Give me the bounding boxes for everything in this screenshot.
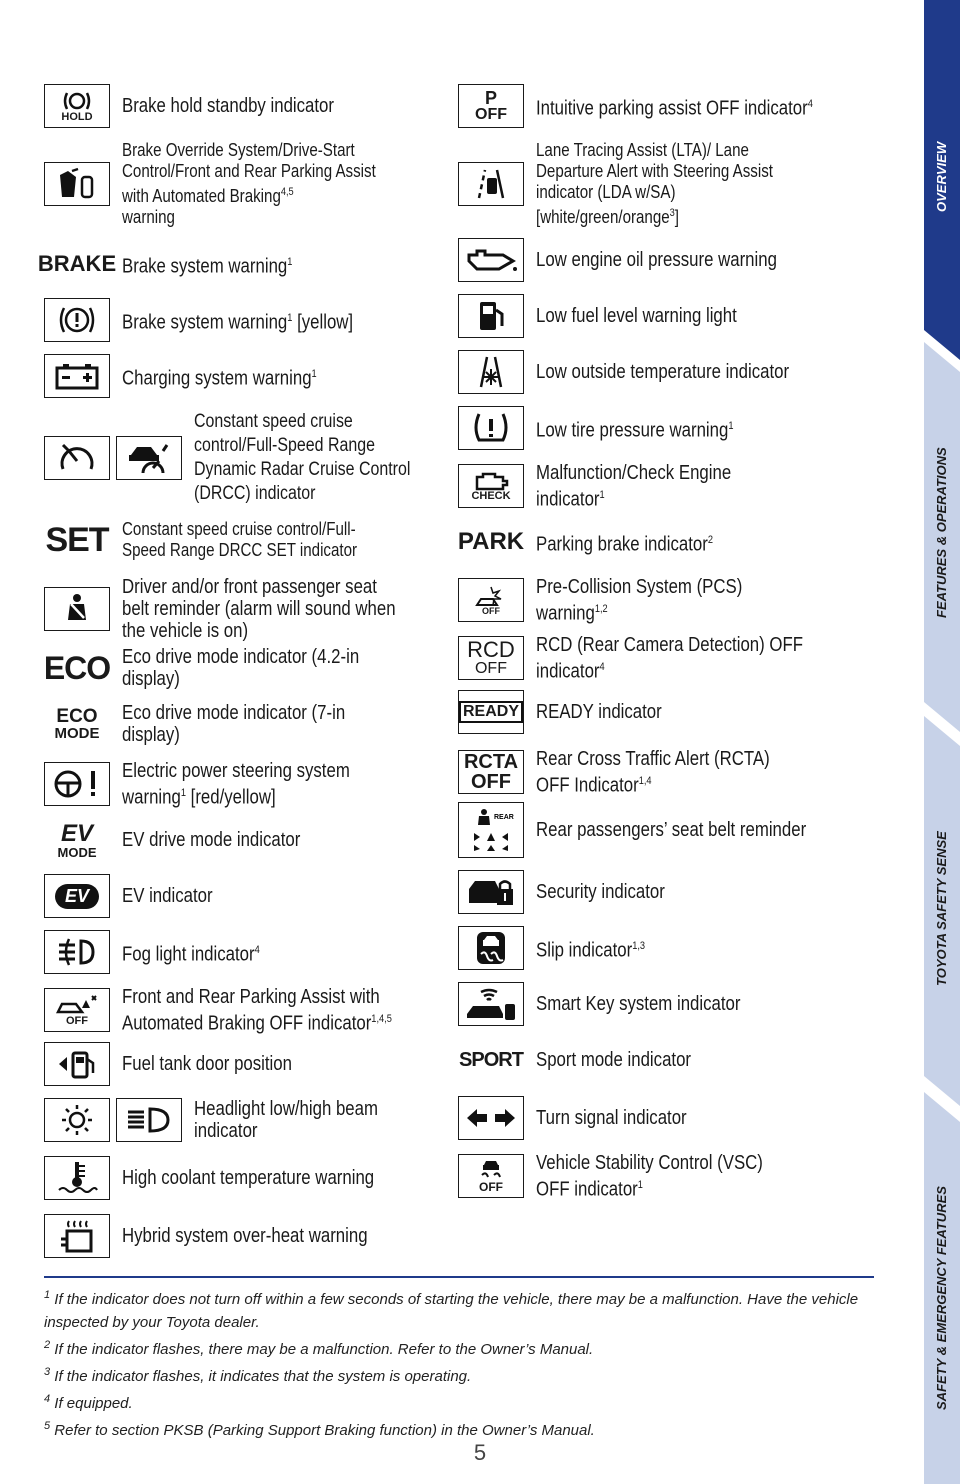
indicator-label	[122, 939, 260, 966]
indicator-row	[458, 140, 856, 228]
smart-key-icon	[458, 982, 524, 1026]
label-text: Low outside temperature indicator	[536, 361, 790, 383]
icon-label: PARK	[457, 528, 525, 555]
eco-mode-icon	[44, 702, 110, 746]
set-icon	[44, 518, 110, 562]
indicator-row	[37, 242, 325, 286]
footnote-number: 5	[44, 1420, 51, 1432]
label-text: High coolant temperature warning	[122, 1167, 375, 1189]
steering-warning-icon	[44, 762, 110, 806]
indicator-row	[458, 576, 816, 625]
label-text: Slip indicator	[536, 939, 633, 962]
indicator-row	[44, 410, 454, 506]
icon-label: MODE	[57, 844, 97, 860]
indicator-row	[458, 462, 816, 511]
footnote	[44, 1361, 874, 1388]
label-text: Driver and/or front passenger seat belt reminder (alarm will sound when the vehicle is on)	[122, 576, 396, 642]
icon-label: RCD	[467, 637, 515, 663]
coolant-temp-icon	[44, 1156, 110, 1200]
svg-text:REAR: REAR	[494, 814, 514, 821]
icon-label: HOLD	[61, 110, 93, 123]
indicator-label	[122, 363, 317, 390]
indicator-row	[458, 84, 866, 128]
label-text: Front and Rear Parking Assist with Automated Braking OFF indicator	[122, 986, 380, 1035]
footnote-number: 2	[44, 1339, 51, 1351]
icon-label: MODE	[54, 725, 100, 742]
icon-label: READY	[459, 701, 523, 723]
superscript: 1	[287, 311, 293, 324]
superscript: 4	[807, 97, 813, 110]
indicator-label	[536, 415, 734, 442]
label-text: Brake system warning	[122, 255, 288, 278]
footnote-text: If equipped.	[54, 1395, 133, 1412]
label-text: Brake system warning	[122, 311, 288, 334]
indicator-label	[122, 95, 334, 117]
indicator-row	[44, 354, 354, 398]
indicator-row	[44, 1214, 414, 1258]
label-text: Lane Tracing Assist (LTA)/ Lane Departure Alert with Steering Assist indicator (LDA w/SA) [white/green/orange	[536, 140, 773, 227]
icon-label: SPORT	[459, 1048, 523, 1071]
label-text: Low tire pressure warning	[536, 419, 729, 442]
indicator-label	[536, 140, 805, 228]
park-icon	[458, 520, 524, 564]
icon-label: OFF	[475, 106, 507, 123]
indicator-row	[458, 690, 686, 734]
indicator-row	[458, 926, 666, 970]
icon-label: SET	[45, 520, 109, 559]
indicator-label	[536, 93, 813, 120]
label-text: RCD (Rear Camera Detection) OFF indicator	[536, 634, 803, 683]
superscript: 1,4,5	[371, 1013, 392, 1025]
fog-light-icon	[44, 930, 110, 974]
indicator-row	[44, 930, 286, 974]
icon-label: EV	[55, 884, 99, 909]
label-text: [red/yellow]	[185, 786, 276, 809]
label-text: [yellow]	[292, 311, 354, 334]
label-text: Fuel tank door position	[122, 1053, 292, 1075]
page-number: 5	[473, 1440, 487, 1465]
rcd-off-icon	[458, 636, 524, 680]
indicator-label	[536, 249, 777, 271]
label-text: Rear Cross Traffic Alert (RCTA) OFF Indicator	[536, 748, 770, 797]
indicator-row	[44, 518, 452, 562]
indicator-row	[44, 84, 374, 128]
indicator-row	[458, 406, 771, 450]
indicator-row	[44, 760, 422, 809]
label-text: ]	[674, 207, 680, 227]
hybrid-overheat-icon	[44, 1214, 110, 1258]
label-text: EV indicator	[122, 885, 213, 907]
indicator-row	[458, 870, 689, 914]
superscript: 1	[180, 787, 186, 799]
indicator-row	[458, 1038, 721, 1082]
indicator-label	[122, 519, 399, 561]
radar-cruise-icon	[116, 436, 182, 480]
indicator-row	[44, 1042, 324, 1086]
label-text: Eco drive mode indicator (7-in display)	[122, 702, 346, 746]
indicator-label	[536, 819, 806, 841]
superscript: 1,3	[632, 939, 646, 952]
label-text: Fog light indicator	[122, 943, 255, 966]
indicator-row	[458, 520, 747, 564]
icon-label: RCTA	[463, 751, 519, 774]
superscript: 1,4	[638, 775, 652, 787]
label-text: Malfunction/Check Engine indicator	[536, 462, 732, 511]
superscript: 1	[599, 489, 605, 501]
brake-warning-icon	[44, 298, 110, 342]
superscript: 1	[311, 367, 317, 380]
indicator-label	[194, 410, 412, 506]
indicator-label	[536, 576, 771, 625]
ev-mode-icon	[44, 818, 110, 862]
indicator-label	[536, 993, 740, 1015]
ev-icon	[44, 874, 110, 918]
indicator-row	[458, 238, 823, 282]
label-text: Electric power steering system warning	[122, 760, 350, 809]
fuel-door-icon	[44, 1042, 110, 1086]
indicator-label	[122, 760, 374, 809]
label-text: Smart Key system indicator	[536, 993, 741, 1015]
battery-icon	[44, 354, 110, 398]
superscript: 4	[599, 661, 605, 673]
tab-features-operations[interactable]	[924, 342, 960, 732]
footnote	[44, 1388, 874, 1415]
indicator-row	[44, 986, 452, 1035]
indicator-row	[458, 1096, 715, 1140]
icon-label: OFF	[66, 1014, 88, 1027]
label-text: READY indicator	[536, 701, 662, 723]
footnote-text: Refer to section PKSB (Parking Support Braking function) in the Owner’s Manual.	[54, 1422, 595, 1439]
tab-label: TOYOTA SAFETY SENSE	[934, 831, 949, 986]
indicator-label	[122, 307, 353, 334]
label-text: Sport mode indicator	[536, 1049, 692, 1071]
icon-label: OFF	[479, 1180, 503, 1195]
indicator-label	[536, 634, 805, 683]
indicator-row	[44, 298, 397, 342]
indicator-row	[458, 982, 779, 1026]
label-text: Low engine oil pressure warning	[536, 249, 777, 271]
indicator-label	[536, 1049, 691, 1071]
indicator-row	[44, 818, 334, 862]
icon-label: ECO	[43, 649, 111, 686]
indicator-label	[536, 1107, 687, 1129]
footnote-text: If the indicator flashes, there may be a malfunction. Refer to the Owner’s Manual.	[54, 1341, 594, 1358]
label-text: Security indicator	[536, 881, 665, 903]
footnote-number: 1	[44, 1289, 51, 1301]
footnote-number: 4	[44, 1393, 51, 1405]
indicator-label	[122, 140, 399, 228]
parking-assist-off-icon	[44, 988, 110, 1032]
label-text: Parking brake indicator	[536, 533, 708, 556]
label-text: Headlight low/high beam indicator	[194, 1098, 378, 1142]
footnotes	[44, 1276, 874, 1442]
brake-override-icon	[44, 162, 110, 206]
label-text: Hybrid system over-heat warning	[122, 1225, 368, 1247]
superscript: 4,5	[280, 186, 294, 198]
label-text: Constant speed cruise control/Full-Speed Range Dynamic Radar Cruise Control (DRCC) indicator	[194, 411, 411, 504]
label-text: Charging system warning	[122, 367, 312, 390]
sport-icon	[458, 1038, 524, 1082]
brake-text-icon	[37, 242, 117, 286]
indicator-label	[122, 1225, 368, 1247]
indicator-label	[536, 935, 645, 962]
indicator-label	[194, 1098, 396, 1142]
ready-icon	[458, 690, 524, 734]
fuel-level-icon	[458, 294, 524, 338]
indicator-row	[44, 1156, 422, 1200]
rcta-off-icon	[458, 750, 524, 794]
superscript: 4	[254, 943, 260, 956]
label-text: Intuitive parking assist OFF indicator	[536, 97, 808, 120]
footnote	[44, 1284, 874, 1334]
cruise-control-icon	[44, 436, 110, 480]
tab-safety-emergency[interactable]	[924, 1092, 960, 1484]
footnote	[44, 1415, 874, 1442]
section-sidebar	[924, 0, 960, 1484]
superscript: 1	[287, 255, 293, 268]
indicator-label	[536, 701, 662, 723]
tab-toyota-safety-sense[interactable]	[924, 716, 960, 1106]
indicator-row	[458, 634, 856, 683]
label-text: EV drive mode indicator	[122, 829, 301, 851]
indicator-label	[122, 829, 300, 851]
label-text: Brake hold standby indicator	[122, 95, 334, 117]
footnote-number: 3	[44, 1366, 51, 1378]
brake-hold-icon	[44, 84, 110, 128]
label-text: Constant speed cruise control/Full-Speed Range DRCC SET indicator	[122, 519, 358, 560]
indicator-label	[536, 748, 788, 797]
headlight-high-icon	[116, 1098, 182, 1142]
label-text: Low fuel level warning light	[536, 305, 737, 327]
icon-label: BRAKE	[37, 251, 117, 276]
superscript: 2	[707, 533, 713, 546]
tire-pressure-icon	[458, 406, 524, 450]
indicator-label	[536, 361, 789, 383]
indicator-row	[44, 702, 422, 746]
superscript: 3	[669, 207, 675, 219]
indicator-row	[458, 294, 775, 338]
outside-temp-icon	[458, 350, 524, 394]
eco-icon	[44, 646, 110, 690]
slip-icon	[458, 926, 524, 970]
label-text: Vehicle Stability Control (VSC) OFF indicator	[536, 1152, 763, 1201]
indicator-row	[44, 140, 452, 228]
icon-label: ECO	[56, 706, 98, 727]
icon-label: OFF	[471, 771, 511, 794]
lane-tracing-icon	[458, 162, 524, 206]
vsc-off-icon	[458, 1154, 524, 1198]
footnote-text: If the indicator flashes, it indicates that the system is operating.	[54, 1368, 472, 1385]
superscript: 1	[637, 1179, 643, 1191]
indicator-label	[536, 305, 737, 327]
icon-label: OFF	[482, 605, 500, 616]
indicator-row	[44, 646, 422, 690]
tab-label: SAFETY & EMERGENCY FEATURES	[934, 1186, 949, 1410]
tab-label: OVERVIEW	[934, 141, 949, 212]
check-engine-icon	[458, 464, 524, 508]
superscript: 1,2	[594, 603, 608, 615]
superscript: 1	[728, 419, 734, 432]
tab-overview[interactable]	[924, 0, 960, 360]
indicator-row	[458, 350, 837, 394]
indicator-row	[458, 748, 836, 797]
indicator-label	[122, 251, 292, 278]
indicator-label	[122, 885, 213, 907]
icon-label: P	[484, 88, 497, 108]
indicator-row	[44, 1098, 434, 1142]
footnote-text: If the indicator does not turn off within a few seconds of starting the vehicle, there may be a malfunction. Have the vehicle inspected by your Toyota dealer.	[44, 1291, 859, 1331]
pcs-warning-icon	[458, 578, 524, 622]
security-icon	[458, 870, 524, 914]
label-text: warning	[122, 207, 175, 227]
indicator-label	[122, 986, 399, 1035]
label-text: Brake Override System/Drive-Start Control/Front and Rear Parking Assist with Automated Braking	[122, 140, 376, 206]
footnote	[44, 1334, 874, 1361]
tab-label: FEATURES & OPERATIONS	[934, 447, 949, 618]
seatbelt-icon	[44, 587, 110, 631]
headlight-low-icon	[44, 1098, 110, 1142]
indicator-label	[536, 529, 713, 556]
icon-label: CHECK	[471, 489, 511, 502]
turn-signal-icon	[458, 1096, 524, 1140]
intuitive-parking-off-icon	[458, 84, 524, 128]
indicator-label	[536, 462, 771, 511]
label-text: Pre-Collision System (PCS) warning	[536, 576, 743, 625]
icon-label: OFF	[474, 660, 507, 678]
indicator-label	[122, 1167, 374, 1189]
indicator-row	[44, 874, 230, 918]
indicator-label	[122, 576, 408, 642]
label-text: Turn signal indicator	[536, 1107, 687, 1129]
indicator-label	[122, 1053, 292, 1075]
indicator-row	[458, 1152, 836, 1201]
indicator-label	[536, 1152, 788, 1201]
label-text: Eco drive mode indicator (4.2-in display)	[122, 646, 360, 690]
indicator-label	[536, 881, 665, 903]
rear-seatbelt-icon	[458, 802, 524, 858]
indicator-row	[44, 576, 462, 642]
indicator-label	[122, 646, 374, 690]
oil-pressure-icon	[458, 238, 524, 282]
indicator-row	[458, 802, 858, 858]
indicator-label	[122, 702, 374, 746]
icon-label: EV	[60, 819, 93, 847]
label-text: Rear passengers’ seat belt reminder	[536, 819, 807, 841]
